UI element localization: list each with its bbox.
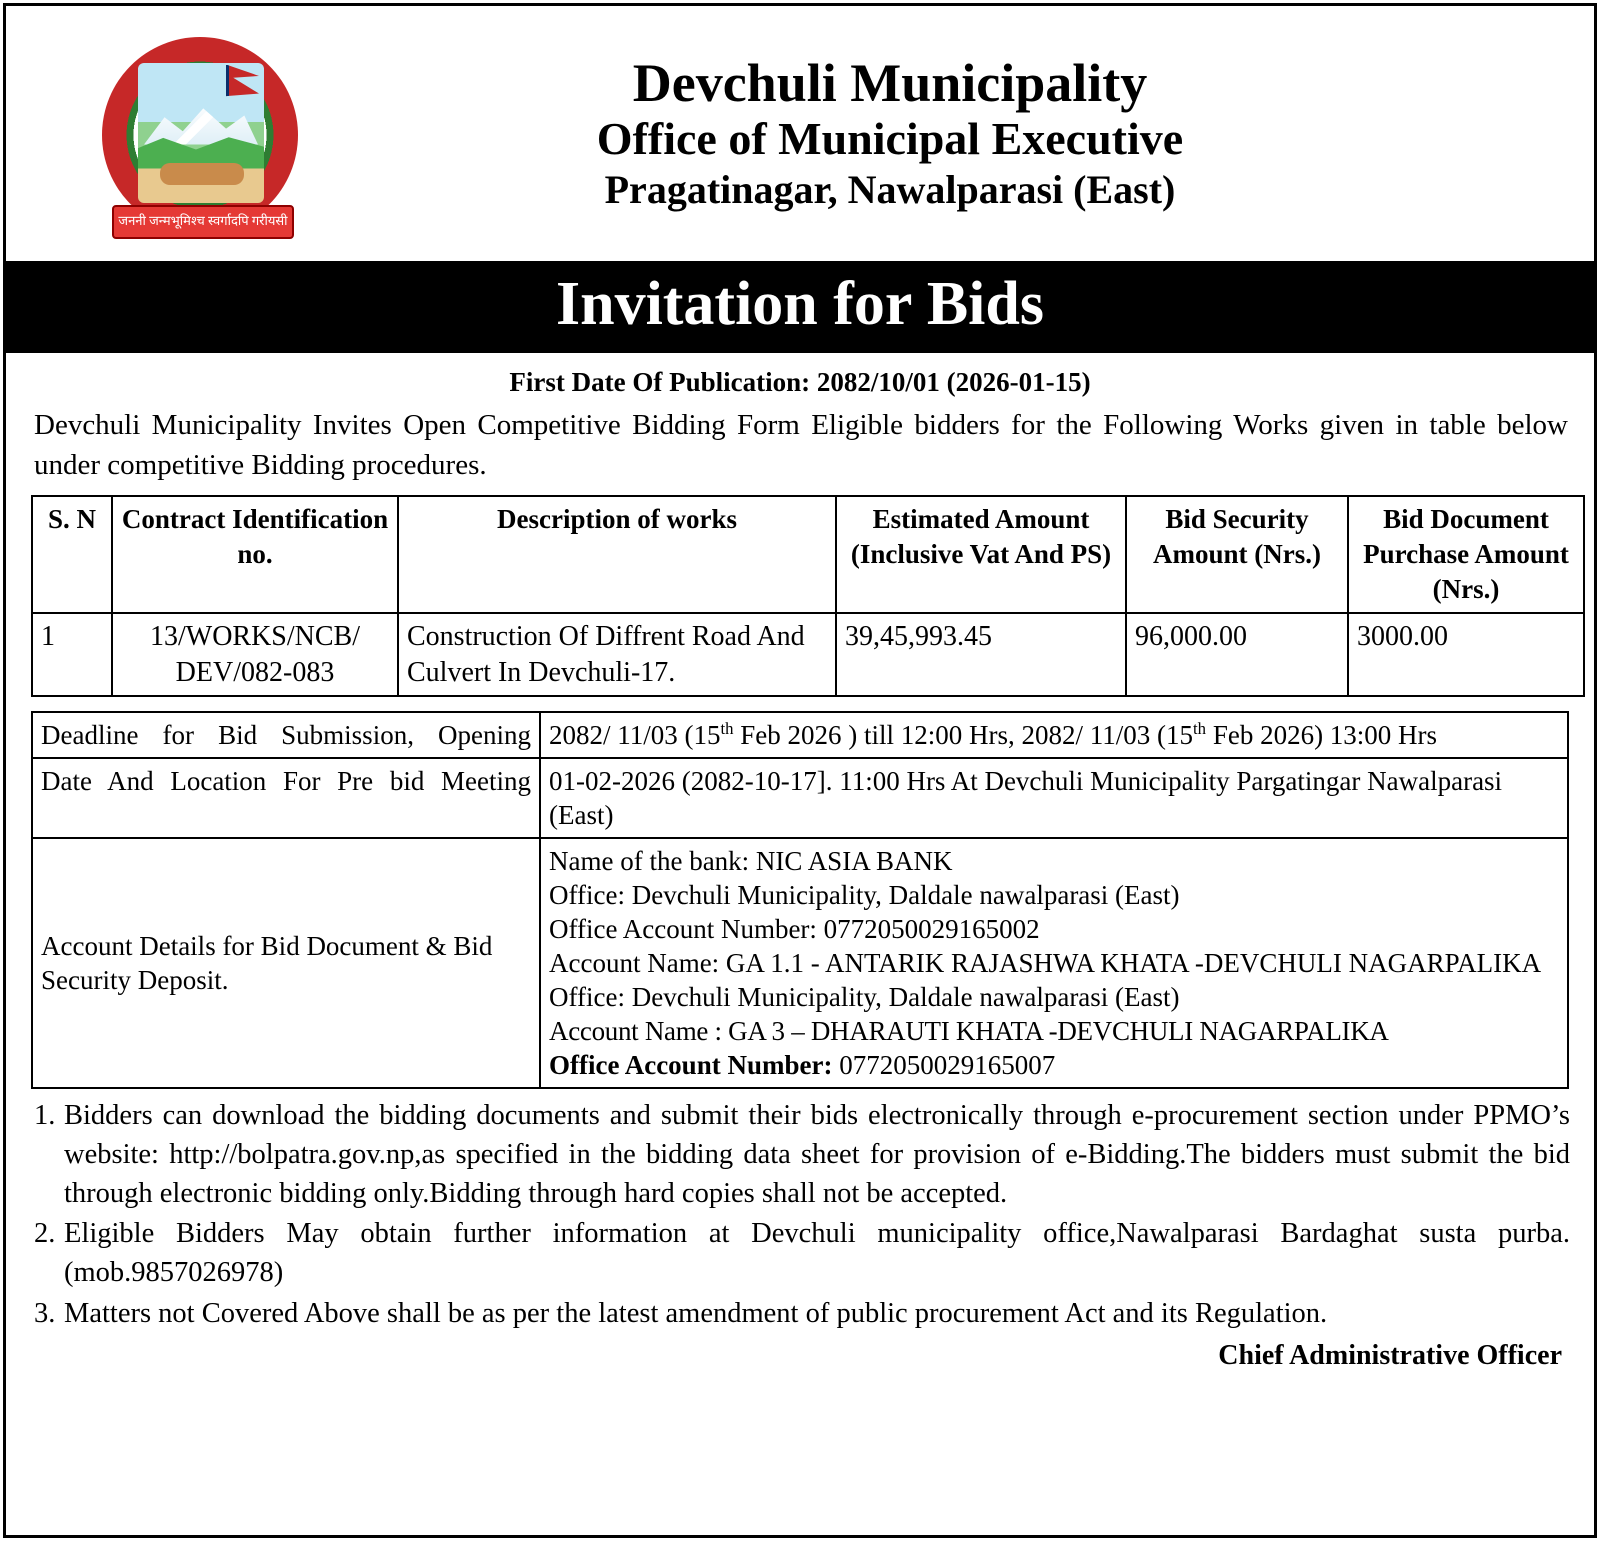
details-table bbox=[31, 711, 1569, 1089]
list-item bbox=[34, 1097, 1570, 1213]
list-item bbox=[34, 1295, 1570, 1334]
note-number: 2. bbox=[34, 1218, 56, 1250]
column-header-contract-id: Contract Identification no. bbox=[112, 496, 398, 613]
table-row bbox=[32, 613, 1584, 696]
column-header-sn: S. N bbox=[32, 496, 112, 613]
table-header-row bbox=[32, 496, 1584, 613]
value-account-details bbox=[540, 838, 1568, 1088]
account-line-account-name-2: Account Name : GA 3 – DHARAUTI KHATA -DEVCHULI NAGARPALIKA bbox=[549, 1016, 1389, 1046]
table-row-prebid bbox=[32, 758, 1568, 838]
label-prebid-meeting: Date And Location For Pre bid Meeting bbox=[32, 758, 540, 838]
document-frame bbox=[3, 3, 1597, 1538]
value-deadline bbox=[540, 712, 1568, 758]
account-line-bank-name: Name of the bank: NIC ASIA BANK bbox=[549, 845, 953, 876]
deadline-post: Feb 2026) 13:00 Hrs bbox=[1206, 719, 1438, 750]
works-table bbox=[31, 495, 1585, 697]
account-number-value: 0772050029165007 bbox=[832, 1050, 1056, 1081]
deadline-sup-1: th bbox=[720, 718, 734, 738]
intro-paragraph: Devchuli Municipality Invites Open Competitive Bidding Form Eligible bidders for the Following Works given in table below under competitive Bidding procedures. bbox=[34, 409, 1568, 481]
document-header bbox=[6, 6, 1594, 264]
account-number-label: Office Account Number: bbox=[549, 1050, 833, 1081]
column-header-bid-document: Bid Document Purchase Amount (Nrs.) bbox=[1348, 496, 1584, 613]
deadline-sup-2: th bbox=[1193, 718, 1207, 738]
account-line-office-2: Office: Devchuli Municipality, Daldale nawalparasi (East) bbox=[549, 981, 1180, 1012]
organization-office: Office of Municipal Executive bbox=[596, 113, 1184, 165]
note-text: Eligible Bidders May obtain further information at Devchuli municipality office,Nawalparasi Bardaghat susta purba.(mob.9857026978) bbox=[64, 1218, 1570, 1289]
deadline-mid: Feb 2026 ) till 12:00 Hrs, 2082/ 11/03 (15 bbox=[733, 719, 1194, 750]
label-deadline: Deadline for Bid Submission, Opening bbox=[32, 712, 540, 758]
publication-date: First Date Of Publication: 2082/10/01 (2026-01-15) bbox=[509, 367, 1091, 398]
label-account-details: Account Details for Bid Document & Bid Security Deposit. bbox=[32, 838, 540, 1088]
document-body bbox=[6, 353, 1594, 1371]
note-number: 3. bbox=[34, 1297, 56, 1329]
account-line-office-account-number-1: Office Account Number: 0772050029165002 bbox=[549, 913, 1040, 944]
note-text: Matters not Covered Above shall be as per the latest amendment of public procurement Act and its Regulation. bbox=[64, 1297, 1328, 1329]
nepal-emblem-icon bbox=[96, 19, 306, 249]
cell-bid-security: 96,000.00 bbox=[1126, 613, 1348, 696]
list-item bbox=[34, 1215, 1570, 1293]
page-title: Invitation for Bids bbox=[6, 264, 1594, 353]
cell-description: Construction Of Diffrent Road And Culvert In Devchuli-17. bbox=[398, 613, 836, 696]
deadline-pre: 2082/ 11/03 (15 bbox=[549, 719, 721, 750]
column-header-description: Description of works bbox=[398, 496, 836, 613]
note-number: 1. bbox=[34, 1100, 56, 1132]
note-text: Bidders can download the bidding documents and submit their bids electronically through e-procurement section under PPMO’s website: http://bolpatra.gov.np,as specified in the bidding data sheet for provision of e-Bidding.The bidders must submit the bid through electronic bidding only.Bidding through hard copies shall not be accepted. bbox=[64, 1100, 1570, 1209]
cell-estimated-amount: 39,45,993.45 bbox=[836, 613, 1126, 696]
cell-sn: 1 bbox=[32, 613, 112, 696]
table-row-account bbox=[32, 838, 1568, 1088]
emblem-caption: जननी जन्मभूमिश्च स्वर्गादपि गरीयसी bbox=[112, 205, 294, 239]
notes-list bbox=[34, 1097, 1570, 1334]
organization-address: Pragatinagar, Nawalparasi (East) bbox=[604, 167, 1176, 213]
account-line-account-name-1: Account Name: GA 1.1 - ANTARIK RAJASHWA KHATA -DEVCHULI NAGARPALIKA bbox=[549, 947, 1542, 978]
value-prebid-meeting: 01-02-2026 (2082-10-17]. 11:00 Hrs At Devchuli Municipality Pargatingar Nawalparasi (East) bbox=[540, 758, 1568, 838]
header-text-block bbox=[306, 53, 1594, 214]
account-line-office-account-number-2 bbox=[549, 1048, 1559, 1082]
signature-designation: Chief Administrative Officer bbox=[1218, 1339, 1562, 1371]
cell-bid-document: 3000.00 bbox=[1348, 613, 1584, 696]
table-row-deadline bbox=[32, 712, 1568, 758]
organization-name: Devchuli Municipality bbox=[632, 52, 1148, 113]
account-line-office-1: Office: Devchuli Municipality, Daldale nawalparasi (East) bbox=[549, 879, 1180, 910]
column-header-bid-security: Bid Security Amount (Nrs.) bbox=[1126, 496, 1348, 613]
column-header-estimated-amount: Estimated Amount (Inclusive Vat And PS) bbox=[836, 496, 1126, 613]
cell-contract-id: 13/WORKS/NCB/ DEV/082-083 bbox=[112, 613, 398, 696]
